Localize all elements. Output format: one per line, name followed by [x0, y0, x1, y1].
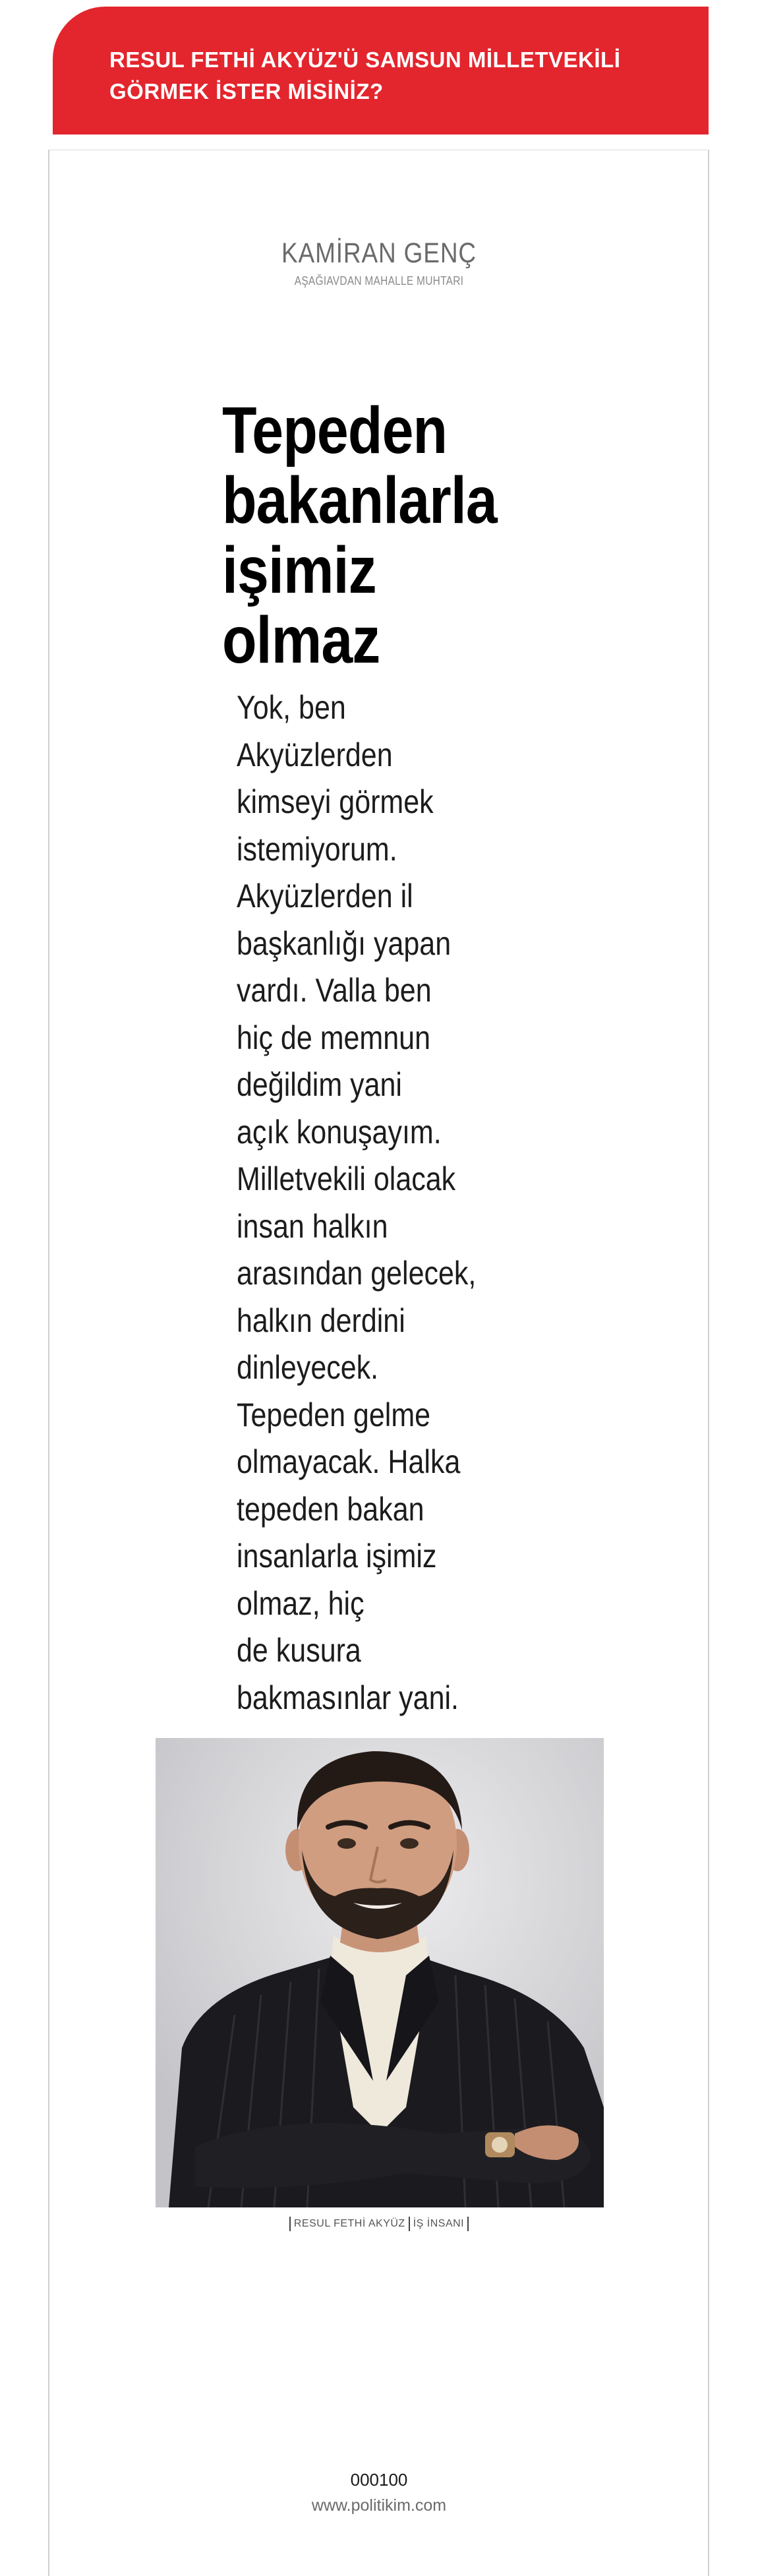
- headline-line: Tepeden: [222, 394, 448, 467]
- header-question: [109, 44, 709, 107]
- quote-line: olmaz, hiç: [237, 1584, 364, 1622]
- quote-line: Tepeden gelme: [237, 1396, 431, 1433]
- quote-line: istemiyorum.: [237, 830, 397, 868]
- author-title: AŞAĞIAVDAN MAHALLE MUHTARI: [294, 274, 464, 287]
- headline-line: işimiz: [222, 533, 376, 607]
- caption-name: RESUL FETHİ AKYÜZ: [293, 2218, 405, 2229]
- quote-line: değildim yani: [237, 1066, 402, 1103]
- quote-line: başkanlığı yapan: [237, 924, 452, 962]
- headline-line: bakanlarla: [222, 464, 497, 537]
- quote-line: vardı. Valla ben: [237, 972, 432, 1009]
- caption-bar: [289, 2217, 291, 2231]
- headline: [222, 396, 497, 675]
- portrait-illustration: [156, 1738, 604, 2207]
- quote-line: Milletvekili olacak: [237, 1160, 456, 1197]
- website-link[interactable]: www.politikim.com: [311, 2496, 447, 2515]
- quote-line: insanlarla işimiz: [237, 1538, 437, 1574]
- headline-line: olmaz: [222, 603, 380, 677]
- quote-line: hiç de memnun: [237, 1019, 430, 1056]
- quote-line: açık konuşayım.: [237, 1113, 442, 1151]
- author-name: KAMİRAN GENÇ: [281, 237, 477, 269]
- quote-line: Akyüzlerden il: [237, 878, 413, 914]
- quote-line: Akyüzlerden: [237, 736, 393, 773]
- portrait-photo: [156, 1738, 604, 2207]
- quote-line: dinleyecek.: [237, 1349, 379, 1386]
- page-number: 000100: [350, 2470, 408, 2490]
- quote-line: arasından gelecek,: [237, 1255, 477, 1292]
- header-banner: [53, 7, 709, 135]
- quote-line: tepeden bakan: [237, 1490, 424, 1528]
- quote-line: kimseyi görmek: [237, 783, 434, 820]
- caption-bar: [467, 2217, 469, 2231]
- caption-role: İŞ İNSANI: [413, 2218, 465, 2229]
- quote-line: insan halkın: [237, 1207, 388, 1245]
- quote-text: [237, 684, 476, 1722]
- quote-line: bakmasınlar yani.: [237, 1679, 459, 1716]
- quote-line: halkın derdini: [237, 1302, 405, 1339]
- photo-caption: [0, 2217, 758, 2231]
- header-question-line: GÖRMEK İSTER MİSİNİZ?: [109, 79, 384, 104]
- quote-line: de kusura: [237, 1632, 361, 1669]
- caption-bar: [409, 2217, 410, 2231]
- header-question-line: RESUL FETHİ AKYÜZ'Ü SAMSUN MİLLETVEKİLİ: [109, 47, 621, 72]
- quote-line: Yok, ben: [237, 689, 346, 726]
- quote-line: olmayacak. Halka: [237, 1443, 461, 1480]
